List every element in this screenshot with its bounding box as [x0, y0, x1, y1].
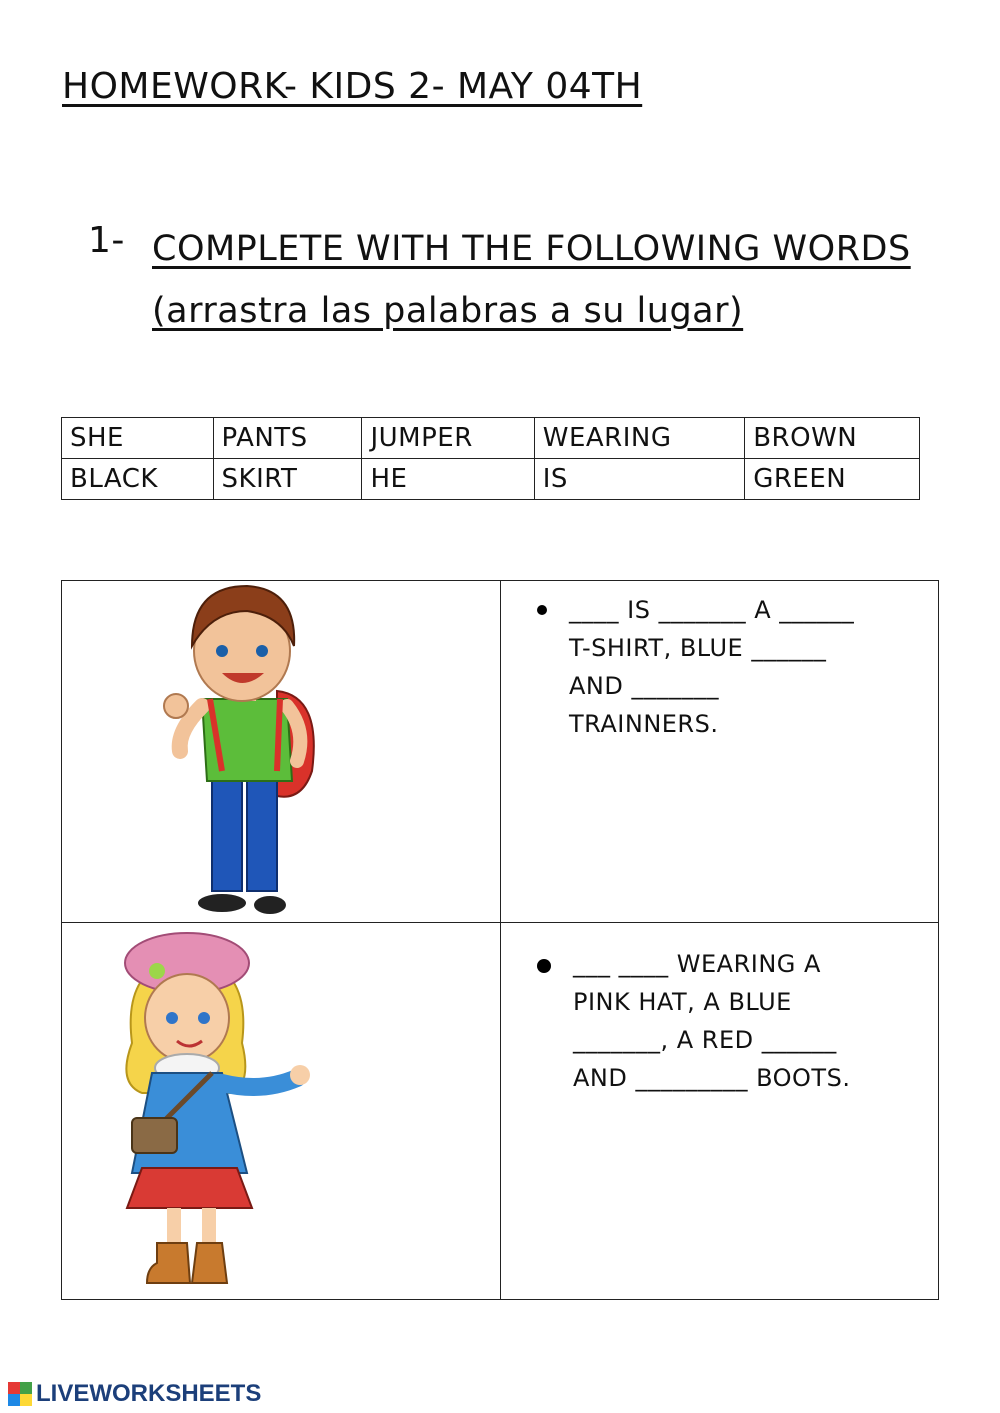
- liveworksheets-logo: [8, 1380, 261, 1408]
- exercise-2-cell: [501, 923, 939, 1300]
- word-cell[interactable]: SKIRT: [213, 459, 362, 500]
- boy-picture-cell: [62, 581, 501, 923]
- exercise-line: TRAINNERS.: [569, 710, 719, 738]
- exercise-line[interactable]: ___ ____ WEARING A: [573, 950, 821, 978]
- exercise-1-cell: [501, 581, 939, 923]
- word-bank-table: [61, 417, 920, 500]
- word-cell[interactable]: BLACK: [62, 459, 214, 500]
- word-cell[interactable]: GREEN: [745, 459, 920, 500]
- exercise-row: [62, 581, 939, 923]
- girl-illustration: [62, 923, 500, 1295]
- exercise-line[interactable]: AND _________ BOOTS.: [573, 1064, 851, 1092]
- word-cell[interactable]: SHE: [62, 418, 214, 459]
- exercise-line[interactable]: _______, A RED ______: [573, 1026, 837, 1054]
- word-cell[interactable]: HE: [362, 459, 534, 500]
- exercise-line[interactable]: ____ IS _______ A ______: [569, 596, 855, 624]
- exercise-row: [62, 923, 939, 1300]
- page-title: HOMEWORK- KIDS 2- MAY 04TH: [62, 66, 643, 107]
- logo-icon: [8, 1382, 32, 1406]
- exercise-line[interactable]: AND _______: [569, 672, 719, 700]
- logo-text: LIVEWORKSHEETS: [36, 1380, 262, 1407]
- exercise-1-sentence: [537, 591, 938, 743]
- word-cell[interactable]: PANTS: [213, 418, 362, 459]
- question-number: 1-: [88, 220, 125, 261]
- exercise-line[interactable]: T-SHIRT, BLUE ______: [569, 634, 827, 662]
- word-cell[interactable]: IS: [534, 459, 744, 500]
- word-cell[interactable]: JUMPER: [362, 418, 534, 459]
- bullet-icon: [537, 605, 547, 615]
- word-bank-row: [62, 459, 920, 500]
- word-cell[interactable]: WEARING: [534, 418, 744, 459]
- boy-illustration: [62, 581, 500, 918]
- girl-picture-cell: [62, 923, 501, 1300]
- exercise-line: PINK HAT, A BLUE: [573, 988, 792, 1016]
- word-bank-row: [62, 418, 920, 459]
- exercise-table: [61, 580, 939, 1300]
- exercise-2-sentence: [537, 945, 938, 1097]
- bullet-icon: [537, 959, 551, 973]
- word-cell[interactable]: BROWN: [745, 418, 920, 459]
- question-text: COMPLETE WITH THE FOLLOWING WORDS (arrastra las palabras a su lugar): [152, 229, 911, 331]
